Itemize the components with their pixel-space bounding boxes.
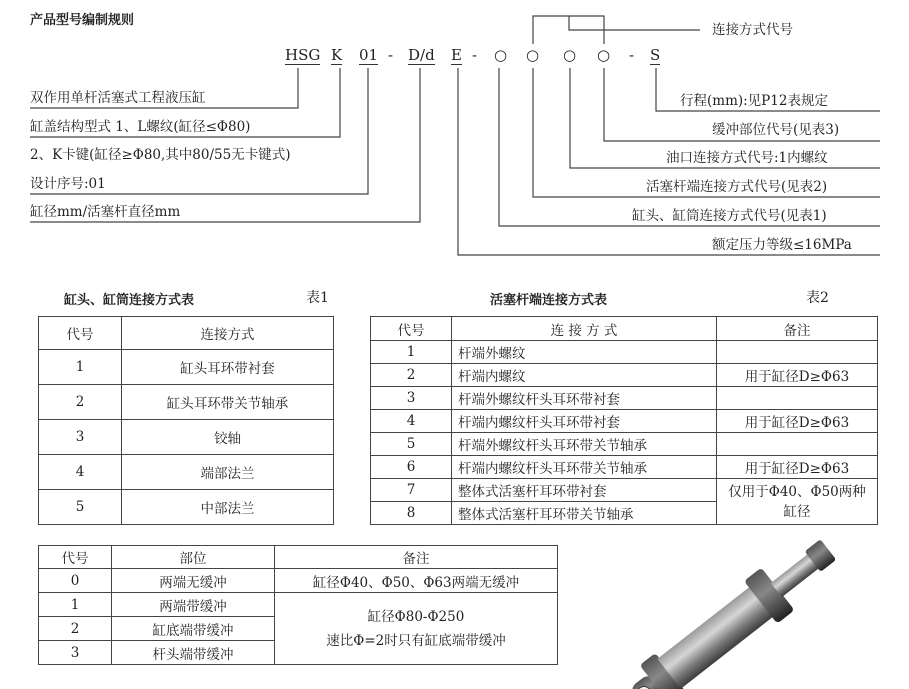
label-cap-k: 2、K卡键(缸径≥Φ80,其中80/55无卡键式): [30, 147, 291, 163]
cell: 1: [371, 341, 452, 364]
cell: 整体式活塞杆耳环带衬套: [452, 479, 717, 502]
cell: [717, 387, 878, 410]
model-part-stroke: S: [650, 46, 661, 64]
table-row: [39, 350, 334, 385]
table-row: [371, 456, 878, 479]
model-dash-1: -: [388, 46, 394, 64]
cell: 缸径Φ40、Φ50、Φ63两端无缓冲: [275, 569, 558, 593]
cell: 杆端内螺纹杆头耳环带关节轴承: [452, 456, 717, 479]
table3-note-line2: 速比Φ=2时只有缸底端带缓冲: [326, 632, 506, 649]
table3-merged-note: [275, 593, 558, 665]
table3-col-note: 备注: [275, 546, 558, 569]
label-rod-end: 活塞杆端连接方式代号(见表2): [646, 179, 828, 195]
cell: 端部法兰: [122, 455, 334, 490]
table-row: [39, 593, 558, 617]
table3-col-code: 代号: [39, 546, 112, 569]
table1-header: [39, 317, 334, 350]
cell: 中部法兰: [122, 490, 334, 525]
cell: 用于缸径D≥Φ63: [717, 364, 878, 387]
table1-col-code: 代号: [39, 317, 122, 350]
table3: [38, 545, 558, 665]
cell: 杆端内螺纹杆头耳环带衬套: [452, 410, 717, 433]
table-row: [371, 433, 878, 456]
cell: 杆头端带缓冲: [112, 641, 275, 665]
label-cap-structure: 缸盖结构型式 1、L螺纹(缸径≤Φ80): [30, 119, 251, 135]
table-row: [371, 341, 878, 364]
model-part-bore: D/d: [408, 46, 435, 64]
label-design-no: 设计序号:01: [30, 176, 106, 192]
table1: [38, 316, 334, 525]
table-row: [39, 420, 334, 455]
cell: 3: [39, 641, 112, 665]
table2-col-code: 代号: [371, 317, 452, 341]
table-row: [39, 490, 334, 525]
table3-col-position: 部位: [112, 546, 275, 569]
cell: 杆端内螺纹: [452, 364, 717, 387]
label-type: 双作用单杆活塞式工程液压缸: [30, 90, 206, 106]
cell: 5: [39, 490, 122, 525]
cell: 杆端外螺纹: [452, 341, 717, 364]
table1-title: 缸头、缸筒连接方式表: [64, 293, 195, 308]
cell: 5: [371, 433, 452, 456]
cell: 6: [371, 456, 452, 479]
model-circle-4: ○: [597, 46, 611, 64]
cell: 缸底端带缓冲: [112, 617, 275, 641]
cell: 缸头耳环带关节轴承: [122, 385, 334, 420]
cell: 2: [39, 617, 112, 641]
cell: 杆端外螺纹杆头耳环带关节轴承: [452, 433, 717, 456]
cell: 1: [39, 350, 122, 385]
table1-col-method: 连接方式: [122, 317, 334, 350]
model-dash-3: -: [629, 46, 635, 64]
hydraulic-cylinder-image: [600, 535, 860, 689]
table2-merged-note: 仅用于Φ40、Φ50两种缸径: [717, 479, 878, 525]
cell: 用于缸径D≥Φ63: [717, 456, 878, 479]
table3-note-line1: 缸径Φ80-Φ250: [367, 608, 465, 625]
table2-col-method: 连 接 方 式: [452, 317, 717, 341]
model-part-design: 01: [359, 46, 379, 64]
cell: 铰轴: [122, 420, 334, 455]
cell: 4: [39, 455, 122, 490]
model-part-pressure: E: [451, 46, 462, 64]
cell: 杆端外螺纹杆头耳环带衬套: [452, 387, 717, 410]
cell: 0: [39, 569, 112, 593]
label-bore-rod: 缸径mm/活塞杆直径mm: [30, 204, 181, 220]
label-port: 油口连接方式代号:1内螺纹: [666, 150, 828, 166]
cell: 两端带缓冲: [112, 593, 275, 617]
cell: 整体式活塞杆耳环带关节轴承: [452, 502, 717, 525]
model-dash-2: -: [472, 46, 478, 64]
table-row: [39, 455, 334, 490]
table1-number: 表1: [306, 290, 329, 306]
table-row: [371, 364, 878, 387]
cell: 缸头耳环带衬套: [122, 350, 334, 385]
cell: [717, 433, 878, 456]
table-row: [39, 385, 334, 420]
model-part-cap: K: [331, 46, 343, 64]
table2-header: [371, 317, 878, 341]
table-row: [371, 387, 878, 410]
page-title: 产品型号编制规则: [30, 13, 135, 28]
label-cushion: 缓冲部位代号(见表3): [712, 122, 840, 138]
table3-header: [39, 546, 558, 569]
label-conn-code: 连接方式代号: [712, 22, 793, 38]
line-conn-code: [569, 16, 700, 30]
model-circle-1: ○: [494, 46, 508, 64]
table2: [370, 316, 878, 525]
cell: 用于缸径D≥Φ63: [717, 410, 878, 433]
cell: 两端无缓冲: [112, 569, 275, 593]
table-row: [371, 479, 878, 502]
table2-title: 活塞杆端连接方式表: [490, 293, 608, 308]
cell: 3: [39, 420, 122, 455]
table-row: [371, 410, 878, 433]
cell: 3: [371, 387, 452, 410]
table2-number: 表2: [806, 290, 829, 306]
table2-col-note: 备注: [717, 317, 878, 341]
label-head-tube: 缸头、缸筒连接方式代号(见表1): [632, 208, 827, 224]
cell: 7: [371, 479, 452, 502]
table-row: [39, 569, 558, 593]
model-circle-2: ○: [526, 46, 540, 64]
cell: 8: [371, 502, 452, 525]
model-part-series: HSG: [285, 46, 321, 64]
cell: 1: [39, 593, 112, 617]
label-pressure: 额定压力等级≤16MPa: [712, 237, 852, 253]
cell: 4: [371, 410, 452, 433]
cell: [717, 341, 878, 364]
model-circle-3: ○: [563, 46, 577, 64]
cell: 2: [39, 385, 122, 420]
cell: 2: [371, 364, 452, 387]
label-stroke: 行程(mm):见P12表规定: [680, 93, 828, 109]
